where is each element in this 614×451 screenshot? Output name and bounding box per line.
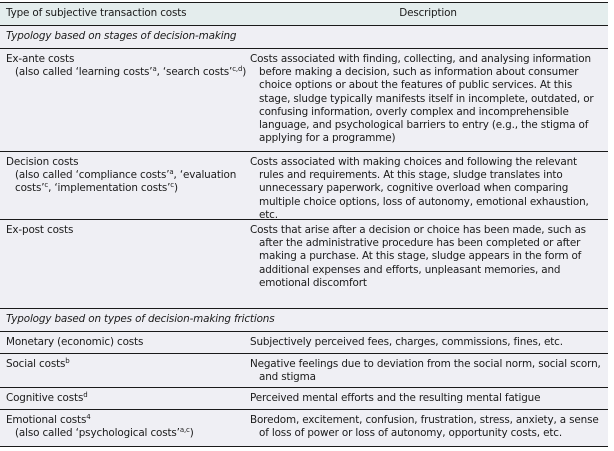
cost-type-name: Monetary (economic) costs: [6, 336, 144, 348]
description-cell: Costs that arise after a decision or choice has been made, such as after the administrative procedure has been completed or after making a purchase. At this stage, sludge appears in the form of additional expenses and efforts, unpleasant memories, and emotional discomfort: [250, 224, 586, 289]
cost-type-cell: [0, 358, 250, 383]
table-row: [0, 152, 608, 220]
cost-type-name: Social costs$^b$: [6, 357, 70, 370]
cost-type-name: Cognitive costs$^d$: [6, 391, 88, 404]
column-header-description: Description: [399, 7, 457, 20]
cost-type-alias: (also called ‘learning costs’$^a$, ‘search costs’$^{c,d}$): [15, 65, 247, 79]
cost-type-name: Ex-post costs: [6, 224, 74, 236]
cost-type-alias: (also called ‘compliance costs’$^a$, ‘evaluation costs’$^c$, ‘implementation costs’$^c$): [15, 168, 237, 195]
description-cell: Negative feelings due to deviation from the social norm, social scorn, and stigma: [250, 358, 601, 384]
cost-type-name: Decision costs: [6, 156, 79, 168]
section-title: Typology based on stages of decision-making: [6, 30, 237, 43]
cost-type-cell: [0, 392, 250, 405]
table-row: [0, 49, 608, 152]
section-heading-row: [0, 26, 608, 49]
table-row: [0, 220, 608, 309]
table-row: [0, 332, 608, 354]
description-cell: Subjectively perceived fees, charges, commissions, fines, etc.: [250, 336, 563, 348]
description-cell: Perceived mental efforts and the resulting mental fatigue: [250, 392, 541, 404]
table-row: [0, 410, 608, 446]
description-cell: Boredom, excitement, confusion, frustration, stress, anxiety, a sense of loss of power or loss of autonomy, opportunity costs, etc.: [250, 414, 599, 440]
cost-type-cell: [0, 336, 250, 349]
cost-type-alias: (also called ‘psychological costs’$^{a,c}$): [15, 426, 194, 440]
section-title: Typology based on types of decision-making frictions: [6, 313, 275, 326]
transaction-costs-table: [0, 2, 608, 447]
cost-type-cell: [0, 156, 250, 215]
description-cell: Costs associated with making choices and following the relevant rules and requirements. At this stage, sludge translates into unnecessary paperwork, cognitive overload when comparing multiple choice options, loss of autonomy, emotional exhaustion, etc.: [250, 156, 589, 221]
cost-type-cell: [0, 414, 250, 442]
cost-type-cell: [0, 53, 250, 147]
table-header-row: [0, 3, 608, 26]
column-header-type: Type of subjective transaction costs: [6, 7, 187, 20]
description-cell: Costs associated with finding, collecting, and analysing information before making a decision, such as information about consumer choice options or about the features of public services. At this stage, sludge typically manifests itself in incomplete, outdated, or confusing information, overly complex and incomprehensible language, and psychological barriers to entry (e.g., the stigma of applying for a programme): [250, 53, 594, 145]
cost-type-name: Emotional costs$^4$: [6, 413, 91, 426]
cost-type-cell: [0, 224, 250, 304]
table-row: [0, 388, 608, 410]
cost-type-name: Ex-ante costs: [6, 53, 75, 65]
section-heading-row: [0, 309, 608, 332]
table-row: [0, 354, 608, 388]
